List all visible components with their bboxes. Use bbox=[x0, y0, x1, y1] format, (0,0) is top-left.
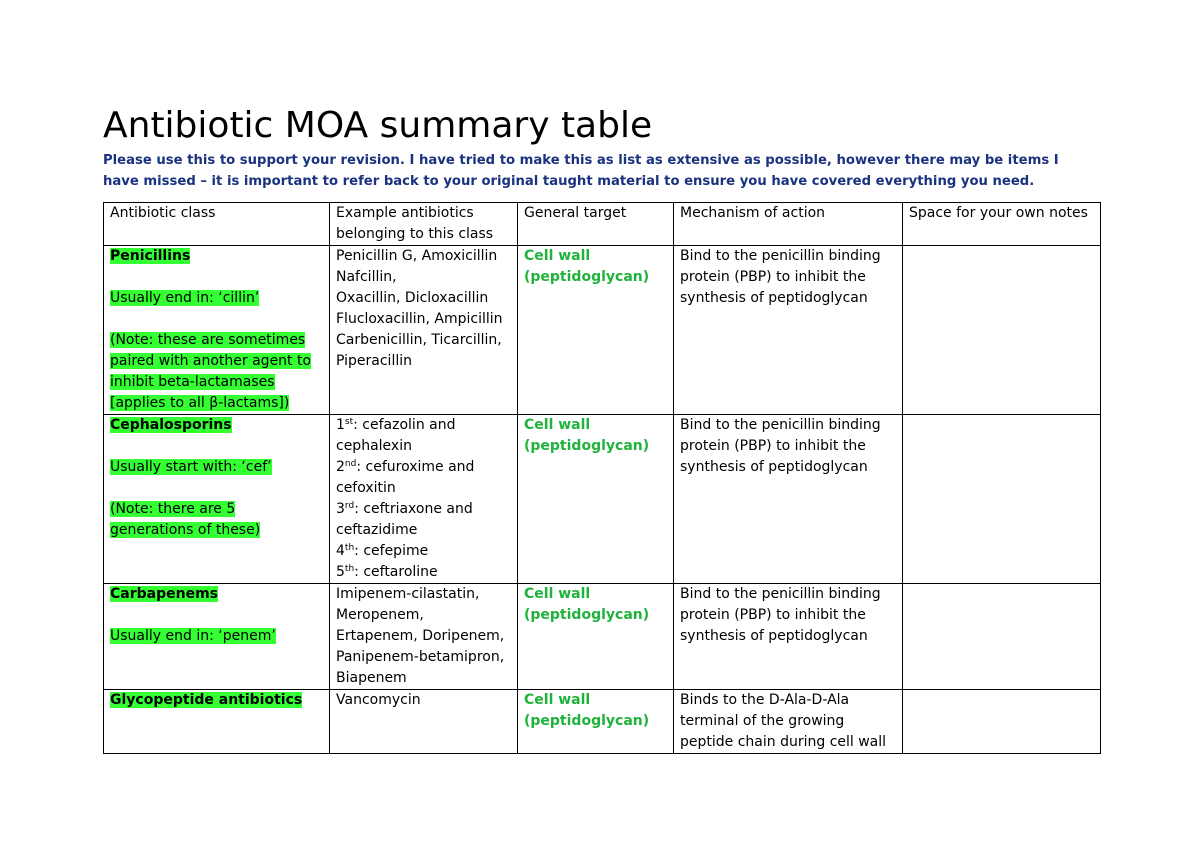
example-item: Panipenem-betamipron, bbox=[336, 649, 505, 665]
example-item: Carbenicillin, Ticarcillin, bbox=[336, 332, 502, 348]
notes-cell[interactable] bbox=[903, 246, 1101, 415]
example-item: Imipenem-cilastatin, bbox=[336, 586, 480, 602]
examples-cell bbox=[330, 584, 518, 690]
class-naming-rule: Usually start with: ‘cef’ bbox=[110, 459, 272, 475]
example-item: Flucloxacillin, Ampicillin bbox=[336, 311, 503, 327]
example-item: Penicillin G, Amoxicillin bbox=[336, 248, 498, 264]
generation-item-cont: cephalexin bbox=[336, 438, 412, 454]
mechanism-cell: Bind to the penicillin binding protein (PBP) to inhibit the synthesis of peptidoglycan bbox=[674, 584, 903, 690]
target-line: (peptidoglycan) bbox=[524, 269, 650, 285]
header-general-target: General target bbox=[518, 203, 674, 246]
generation-item: 4th: cefepime bbox=[336, 543, 429, 559]
target-line: Cell wall bbox=[524, 417, 591, 433]
target-line: Cell wall bbox=[524, 692, 591, 708]
header-antibiotic-class: Antibiotic class bbox=[104, 203, 330, 246]
generation-item: 5th: ceftaroline bbox=[336, 564, 438, 580]
table-row bbox=[104, 415, 1101, 584]
table-row bbox=[104, 690, 1101, 754]
generation-item: 2nd: cefuroxime and bbox=[336, 459, 475, 475]
target-cell bbox=[518, 690, 674, 754]
mechanism-cell: Binds to the D-Ala-D-Ala terminal of the growing peptide chain during cell wall bbox=[674, 690, 903, 754]
class-cell bbox=[104, 246, 330, 415]
notes-cell[interactable] bbox=[903, 690, 1101, 754]
class-cell bbox=[104, 584, 330, 690]
target-line: (peptidoglycan) bbox=[524, 713, 650, 729]
class-naming-rule: Usually end in: ‘cillin’ bbox=[110, 290, 260, 306]
table-row bbox=[104, 584, 1101, 690]
mechanism-cell: Bind to the penicillin binding protein (PBP) to inhibit the synthesis of peptidoglycan bbox=[674, 415, 903, 584]
example-item: Piperacillin bbox=[336, 353, 412, 369]
class-naming-rule: Usually end in: ‘penem’ bbox=[110, 628, 276, 644]
header-mechanism: Mechanism of action bbox=[674, 203, 903, 246]
example-item: Vancomycin bbox=[336, 692, 421, 708]
class-note: (Note: there are 5 generations of these) bbox=[110, 501, 261, 538]
generation-item-cont: cefoxitin bbox=[336, 480, 396, 496]
target-cell bbox=[518, 415, 674, 584]
notes-cell[interactable] bbox=[903, 415, 1101, 584]
examples-cell bbox=[330, 415, 518, 584]
class-cell bbox=[104, 415, 330, 584]
class-note: (Note: these are sometimes paired with another agent to inhibit beta-lactamases [applies to all β-lactams]) bbox=[110, 332, 312, 411]
class-name: Cephalosporins bbox=[110, 417, 232, 433]
generation-item-cont: ceftazidime bbox=[336, 522, 418, 538]
class-name: Carbapenems bbox=[110, 586, 218, 602]
example-item: Biapenem bbox=[336, 670, 407, 686]
header-notes: Space for your own notes bbox=[903, 203, 1101, 246]
example-item: Oxacillin, Dicloxacillin bbox=[336, 290, 489, 306]
header-example-antibiotics: Example antibiotics belonging to this class bbox=[330, 203, 518, 246]
class-cell bbox=[104, 690, 330, 754]
table-header-row bbox=[104, 203, 1101, 246]
intro-paragraph: Please use this to support your revision. I have tried to make this as list as extensive as possible, however there may be items I have missed – it is important to refer back to your original taught material to ensure you have covered everything you need. bbox=[103, 153, 1059, 189]
examples-cell bbox=[330, 690, 518, 754]
target-cell bbox=[518, 246, 674, 415]
class-name: Glycopeptide antibiotics bbox=[110, 692, 303, 708]
generation-item: 1st: cefazolin and bbox=[336, 417, 456, 433]
target-line: (peptidoglycan) bbox=[524, 607, 650, 623]
target-line: Cell wall bbox=[524, 586, 591, 602]
class-name: Penicillins bbox=[110, 248, 191, 264]
moa-table bbox=[103, 202, 1101, 754]
example-item: Nafcillin, bbox=[336, 269, 397, 285]
mechanism-cell: Bind to the penicillin binding protein (PBP) to inhibit the synthesis of peptidoglycan bbox=[674, 246, 903, 415]
target-cell bbox=[518, 584, 674, 690]
example-item: Ertapenem, Doripenem, bbox=[336, 628, 505, 644]
page-title: Antibiotic MOA summary table bbox=[103, 105, 653, 146]
notes-cell[interactable] bbox=[903, 584, 1101, 690]
examples-cell bbox=[330, 246, 518, 415]
target-line: Cell wall bbox=[524, 248, 591, 264]
table-row bbox=[104, 246, 1101, 415]
generation-item: 3rd: ceftriaxone and bbox=[336, 501, 473, 517]
example-item: Meropenem, bbox=[336, 607, 424, 623]
target-line: (peptidoglycan) bbox=[524, 438, 650, 454]
